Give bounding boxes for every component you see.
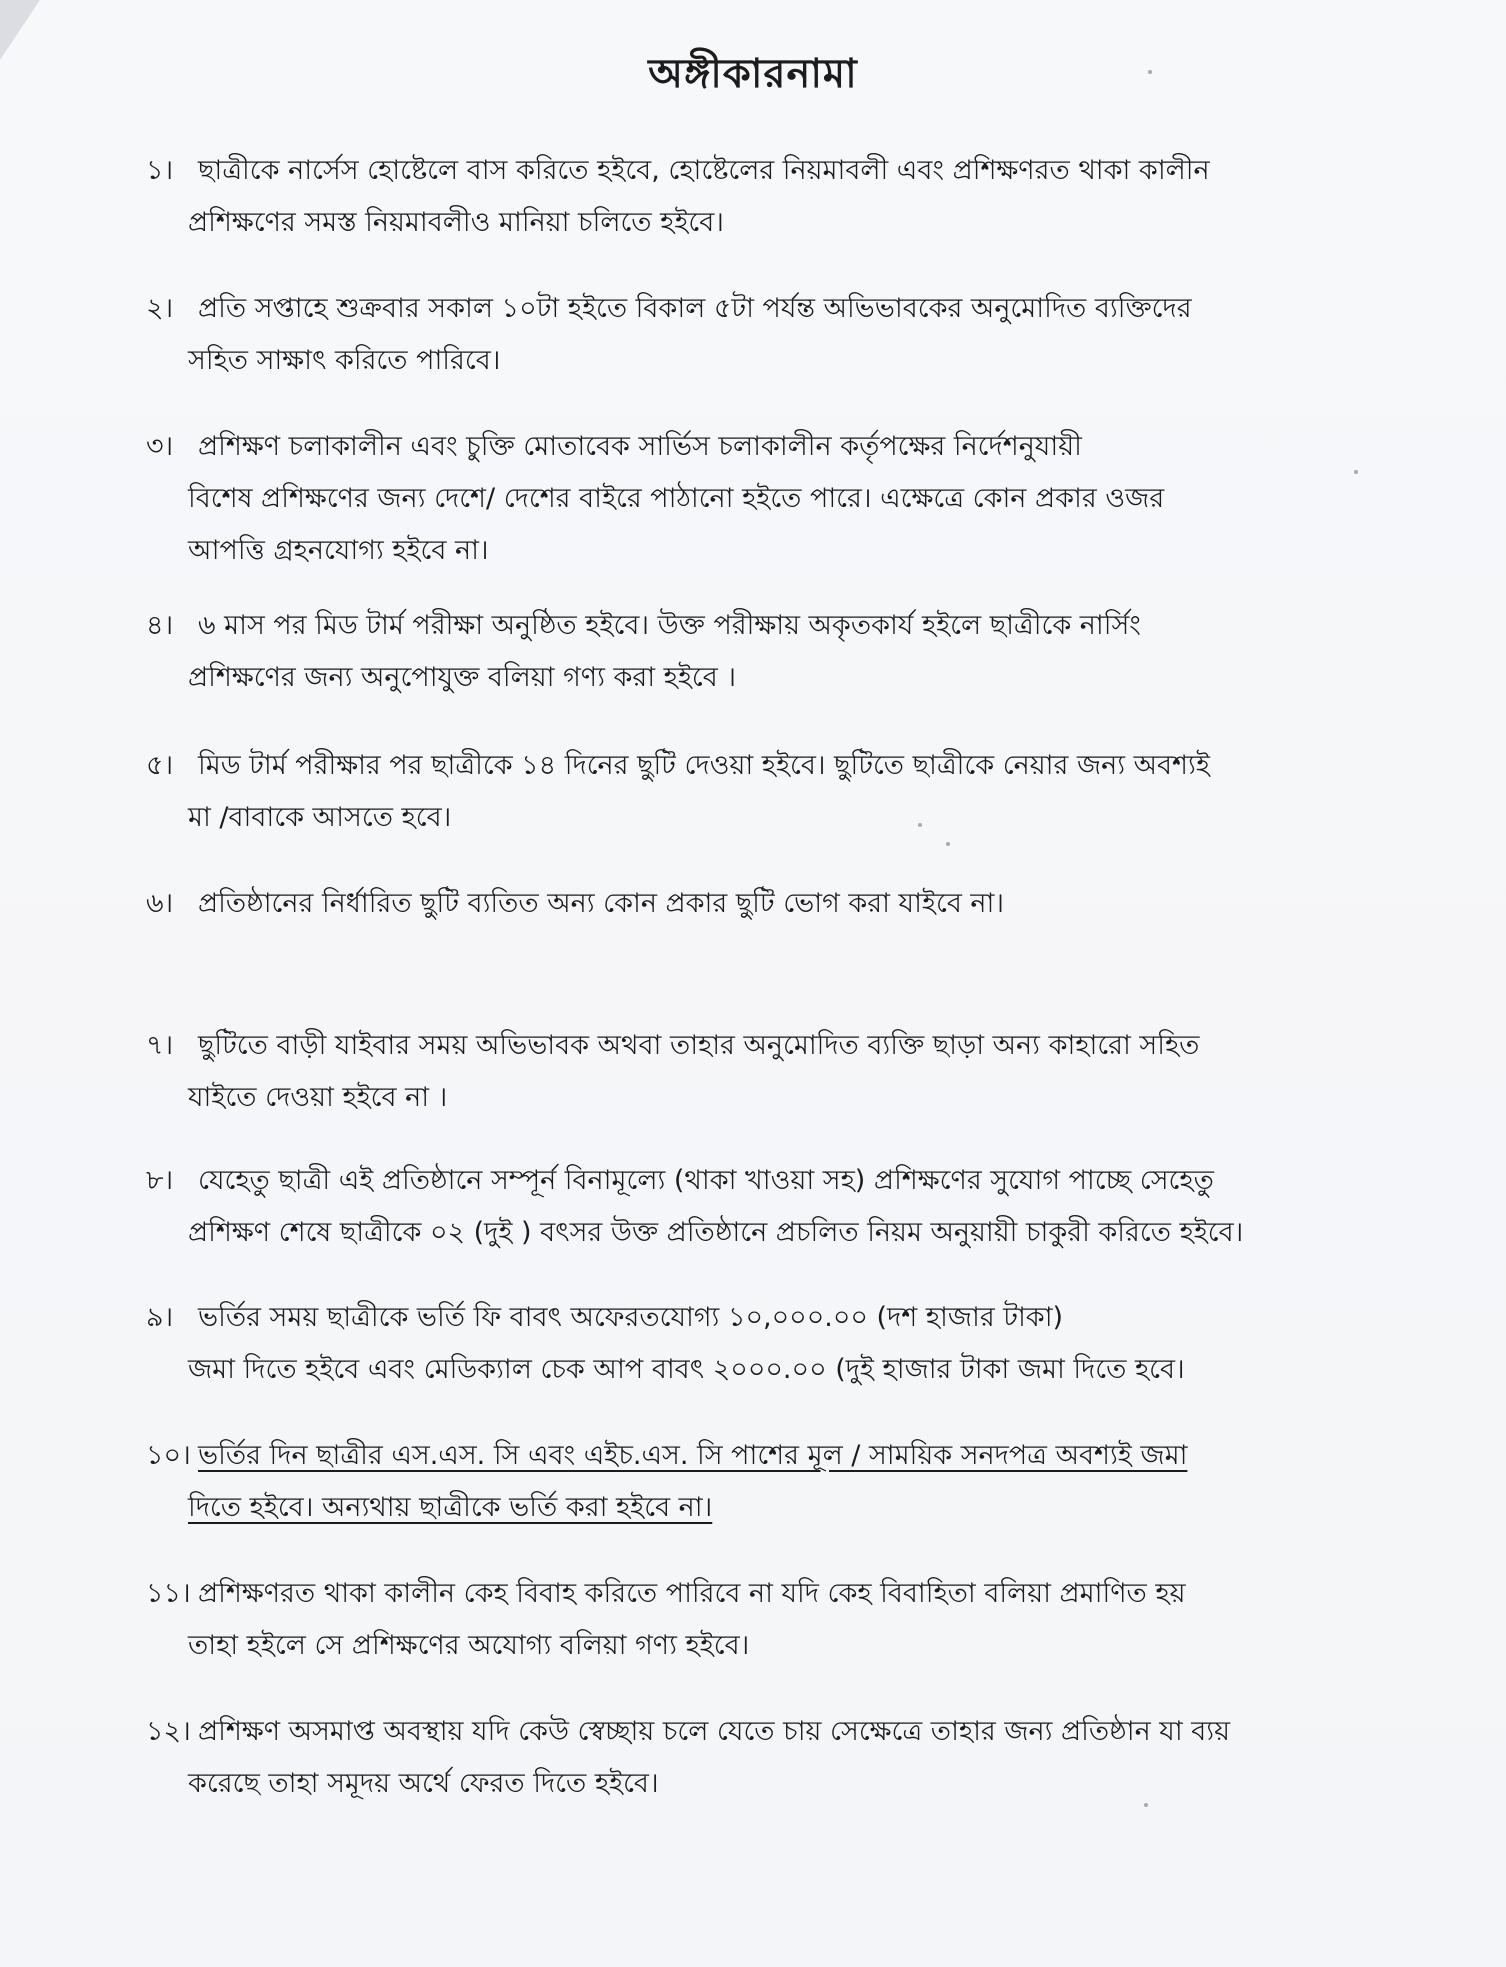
- clause-text: সহিত সাক্ষাৎ করিতে পারিবে।: [188, 345, 501, 376]
- clause-number: ৯।: [146, 1302, 174, 1333]
- clause-6: [146, 878, 1386, 930]
- clause-7: [146, 1020, 1386, 1124]
- clause-11: [146, 1568, 1386, 1672]
- clause-number: ৪।: [146, 610, 174, 641]
- clause-text: দিতে হইবে। অন্যথায় ছাত্রীকে ভর্তি করা হইবে না।: [188, 1492, 713, 1523]
- scan-speck: [1144, 1803, 1148, 1807]
- clause-number: ১০।: [146, 1440, 191, 1471]
- clause-number: ৩।: [146, 431, 174, 462]
- clause-text: আপত্তি গ্রহনযোগ্য হইবে না।: [188, 535, 489, 566]
- scan-speck: [1354, 470, 1358, 474]
- clause-text: বিশেষ প্রশিক্ষণের জন্য দেশে/ দেশের বাইরে পাঠানো হইতে পারে। এক্ষেত্রে কোন প্রকার ওজর: [188, 483, 1165, 514]
- clause-text: করেছে তাহা সমূদয় অর্থে ফেরত দিতে হইবে।: [188, 1768, 659, 1799]
- clause-text: প্রতিষ্ঠানের নির্ধারিত ছুটি ব্যতিত অন্য কোন প্রকার ছুটি ভোগ করা যাইবে না।: [198, 888, 1005, 919]
- clause-4: [146, 600, 1386, 704]
- clause-text: যাইতে দেওয়া হইবে না ।: [188, 1082, 448, 1113]
- clause-number: ১২।: [146, 1716, 191, 1747]
- clause-text: ছাত্রীকে নার্সেস হোষ্টেলে বাস করিতে হইবে, হোষ্টেলের নিয়মাবলী এবং প্রশিক্ষণরত থাকা কালীন: [198, 155, 1210, 186]
- clause-5: [146, 740, 1386, 844]
- clause-text: যেহেতু ছাত্রী এই প্রতিষ্ঠানে সম্পূর্ন বিনামূল্যে (থাকা খাওয়া সহ) প্রশিক্ষণের সুযোগ পাচ্ছে সেহেতু: [198, 1165, 1214, 1196]
- clause-text: প্রশিক্ষণ অসমাপ্ত অবস্থায় যদি কেউ স্বেচ্ছায় চলে যেতে চায় সেক্ষেত্রে তাহার জন্য প্রতিষ্ঠান যা ব্যয়: [198, 1716, 1231, 1747]
- clause-text: প্রশিক্ষণ চলাকালীন এবং চুক্তি মোতাবেক সার্ভিস চলাকালীন কর্তৃপক্ষের নির্দেশনুযায়ী: [198, 431, 1082, 462]
- clause-text: প্রশিক্ষণরত থাকা কালীন কেহ বিবাহ করিতে পারিবে না যদি কেহ বিবাহিতা বলিয়া প্রমাণিত হয়: [198, 1578, 1186, 1609]
- scan-speck: [918, 823, 922, 827]
- clause-2: [146, 283, 1386, 387]
- clause-text: তাহা হইলে সে প্রশিক্ষণের অযোগ্য বলিয়া গণ্য হইবে।: [188, 1630, 750, 1661]
- clause-number: ১১।: [146, 1578, 191, 1609]
- clause-1: [146, 145, 1386, 249]
- scan-speck: [1148, 70, 1152, 74]
- clause-text: মা /বাবাকে আসতে হবে।: [188, 802, 452, 833]
- clause-number: ৫।: [146, 750, 174, 781]
- clause-text: প্রশিক্ষণ শেষে ছাত্রীকে ০২ (দুই ) বৎসর উক্ত প্রতিষ্ঠানে প্রচলিত নিয়ম অনুয়ায়ী চাকুরী করিতে হইবে।: [188, 1217, 1244, 1248]
- clause-text: ৬ মাস পর মিড টার্ম পরীক্ষা অনুষ্ঠিত হইবে। উক্ত পরীক্ষায় অকৃতকার্য হইলে ছাত্রীকে নার্সিং: [198, 610, 1141, 641]
- document-title: অঙ্গীকারনামা: [648, 51, 858, 97]
- clause-number: ৬।: [146, 888, 174, 919]
- clause-text: ভর্তির দিন ছাত্রীর এস.এস. সি এবং এইচ.এস. সি পাশের মূল / সাময়িক সনদপত্র অবশ্যই জমা: [198, 1440, 1188, 1471]
- clause-number: ৭।: [146, 1030, 174, 1061]
- clause-3: [146, 421, 1386, 577]
- clause-text: ভর্তির সময় ছাত্রীকে ভর্তি ফি বাবৎ অফেরতযোগ্য ১০,০০০.০০ (দশ হাজার টাকা): [198, 1302, 1064, 1333]
- clause-text: জমা দিতে হইবে এবং মেডিক্যাল চেক আপ বাবৎ ২০০০.০০ (দুই হাজার টাকা জমা দিতে হবে।: [188, 1354, 1185, 1385]
- clause-text: ছুটিতে বাড়ী যাইবার সময় অভিভাবক অথবা তাহার অনুমোদিত ব্যক্তি ছাড়া অন্য কাহারো সহিত: [198, 1030, 1200, 1061]
- clause-text: প্রতি সপ্তাহে শুক্রবার সকাল ১০টা হইতে বিকাল ৫টা পর্যন্ত অভিভাবকের অনুমোদিত ব্যক্তিদের: [198, 293, 1192, 324]
- clause-text: মিড টার্ম পরীক্ষার পর ছাত্রীকে ১৪ দিনের ছুটি দেওয়া হইবে। ছুটিতে ছাত্রীকে নেয়ার জন্য অবশ্যই: [198, 750, 1210, 781]
- clause-number: ১।: [146, 155, 174, 186]
- clause-12: [146, 1706, 1386, 1810]
- clause-10: [146, 1430, 1386, 1534]
- scan-speck: [946, 842, 950, 846]
- clause-8: [146, 1155, 1386, 1259]
- clause-number: ৮।: [146, 1165, 174, 1196]
- clause-text: প্রশিক্ষণের সমস্ত নিয়মাবলীও মানিয়া চলিতে হইবে।: [188, 207, 724, 238]
- clause-9: [146, 1292, 1386, 1396]
- clause-number: ২।: [146, 293, 174, 324]
- clause-text: প্রশিক্ষণের জন্য অনুপোযুক্ত বলিয়া গণ্য করা হইবে ।: [188, 662, 737, 693]
